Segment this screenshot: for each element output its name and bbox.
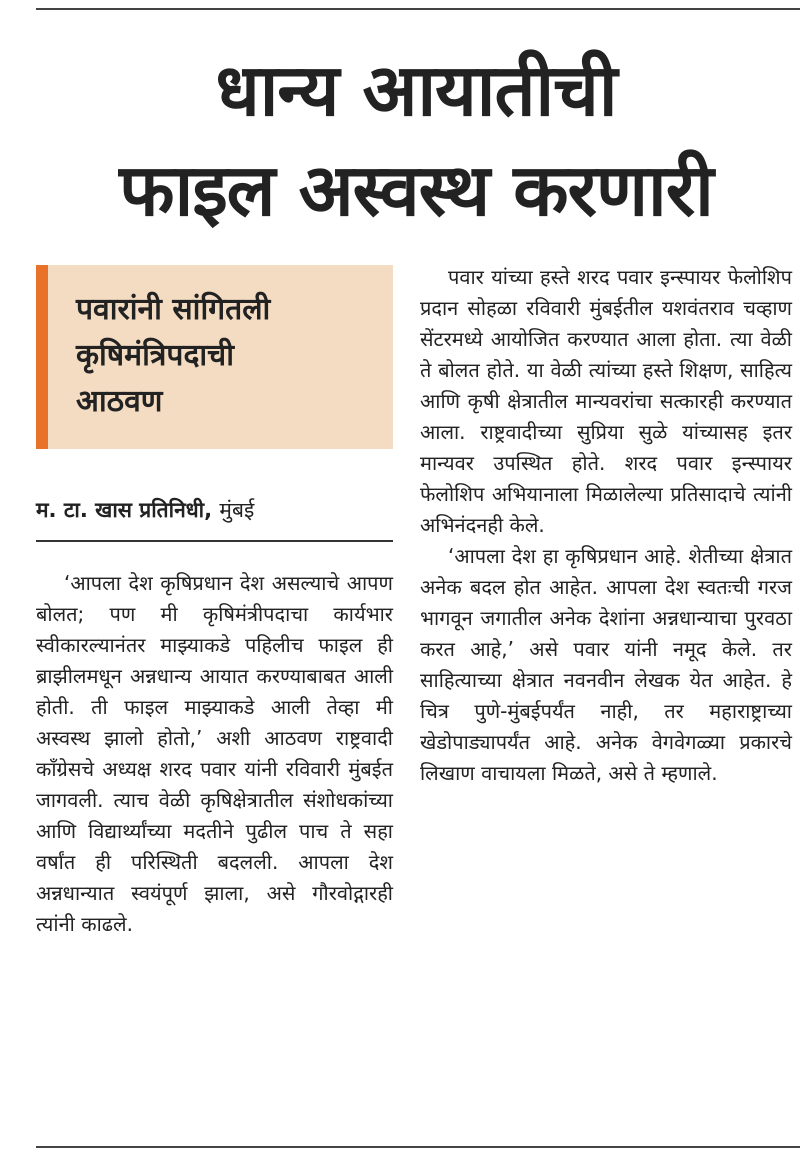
byline-rule [36, 540, 393, 542]
article-column-2 [420, 262, 792, 789]
top-rule [36, 8, 800, 10]
subheadline-box [36, 265, 393, 449]
byline-location: मुंबई [219, 498, 255, 522]
paragraph: ‘आपला देश हा कृषिप्रधान आहे. शेतीच्या क्षेत्रात अनेक बदल होत आहेत. आपला देश स्वतःची गरज भागवून जगातील अनेक देशांना अन्नधान्याचा पुरवठा करत आहे,’ असे पवार यांनी नमूद केले. तर साहित्याच्या क्षेत्रात नवनवीन लेखक येत आहेत. हे चित्र पुणे-मुंबईपर्यंत नाही, तर महाराष्ट्राच्या खेडोपाड्यापर्यंत आहे. अनेक वेगवेगळ्या प्रकारचे लिखाण वाचायला मिळते, असे ते म्हणाले. [420, 544, 792, 785]
byline-separator: , [204, 498, 220, 522]
subheadline-line-1: पवारांनी सांगितली [76, 292, 271, 327]
headline-line-1: धान्य आयातीची [215, 48, 617, 132]
byline-author: म. टा. खास प्रतिनिधी [36, 498, 205, 522]
subheadline-accent-bar [36, 265, 48, 449]
subheadline-line-2: कृषिमंत्रिपदाची [76, 338, 234, 373]
paragraph: पवार यांच्या हस्ते शरद पवार इन्स्पायर फेलोशिप प्रदान सोहळा रविवारी मुंबईतील यशवंतराव चव्हाण सेंटरमध्ये आयोजित करण्यात आला होता. त्या वेळी ते बोलत होते. या वेळी त्यांच्या हस्ते शिक्षण, साहित्य आणि कृषी क्षेत्रातील मान्यवरांचा सत्कारही करण्यात आला. राष्ट्रवादीच्या सुप्रिया सुळे यांच्यासह इतर मान्यवर उपस्थित होते. शरद पवार इन्स्पायर फेलोशिप अभियानाला मिळालेल्या प्रतिसादाचे त्यांनी अभिनंदनही केले. [420, 265, 792, 537]
subheadline-line-3: आठवण [76, 384, 163, 419]
headline-line-2: फाइल अस्वस्थ करणारी [119, 148, 713, 232]
headline [36, 40, 796, 240]
paragraph: ‘आपला देश कृषिप्रधान देश असल्याचे आपण बोलत; पण मी कृषिमंत्रीपदाचा कार्यभार स्वीकारल्यानंतर माझ्याकडे पहिलीच फाइल ही ब्राझीलमधून अन्नधान्य आयात करण्याबाबत आली होती. ती फाइल माझ्याकडे आली तेव्हा मी अस्वस्थ झालो होतो,’ अशी आठवण राष्ट्रवादी काँग्रेसचे अध्यक्ष शरद पवार यांनी रविवारी मुंबईत जागवली. त्याच वेळी कृषिक्षेत्रातील संशोधकांच्या आणि विद्यार्थ्यांच्या मदतीने पुढील पाच ते सहा वर्षांत ही परिस्थिती बदलली. आपला देश अन्नधान्यात स्वयंपूर्ण झाला, असे गौरवोद्गारही त्यांनी काढले. [36, 571, 393, 936]
byline [36, 496, 393, 524]
subheadline [76, 287, 383, 425]
bottom-rule [36, 1146, 800, 1148]
article-column-1 [36, 568, 393, 940]
